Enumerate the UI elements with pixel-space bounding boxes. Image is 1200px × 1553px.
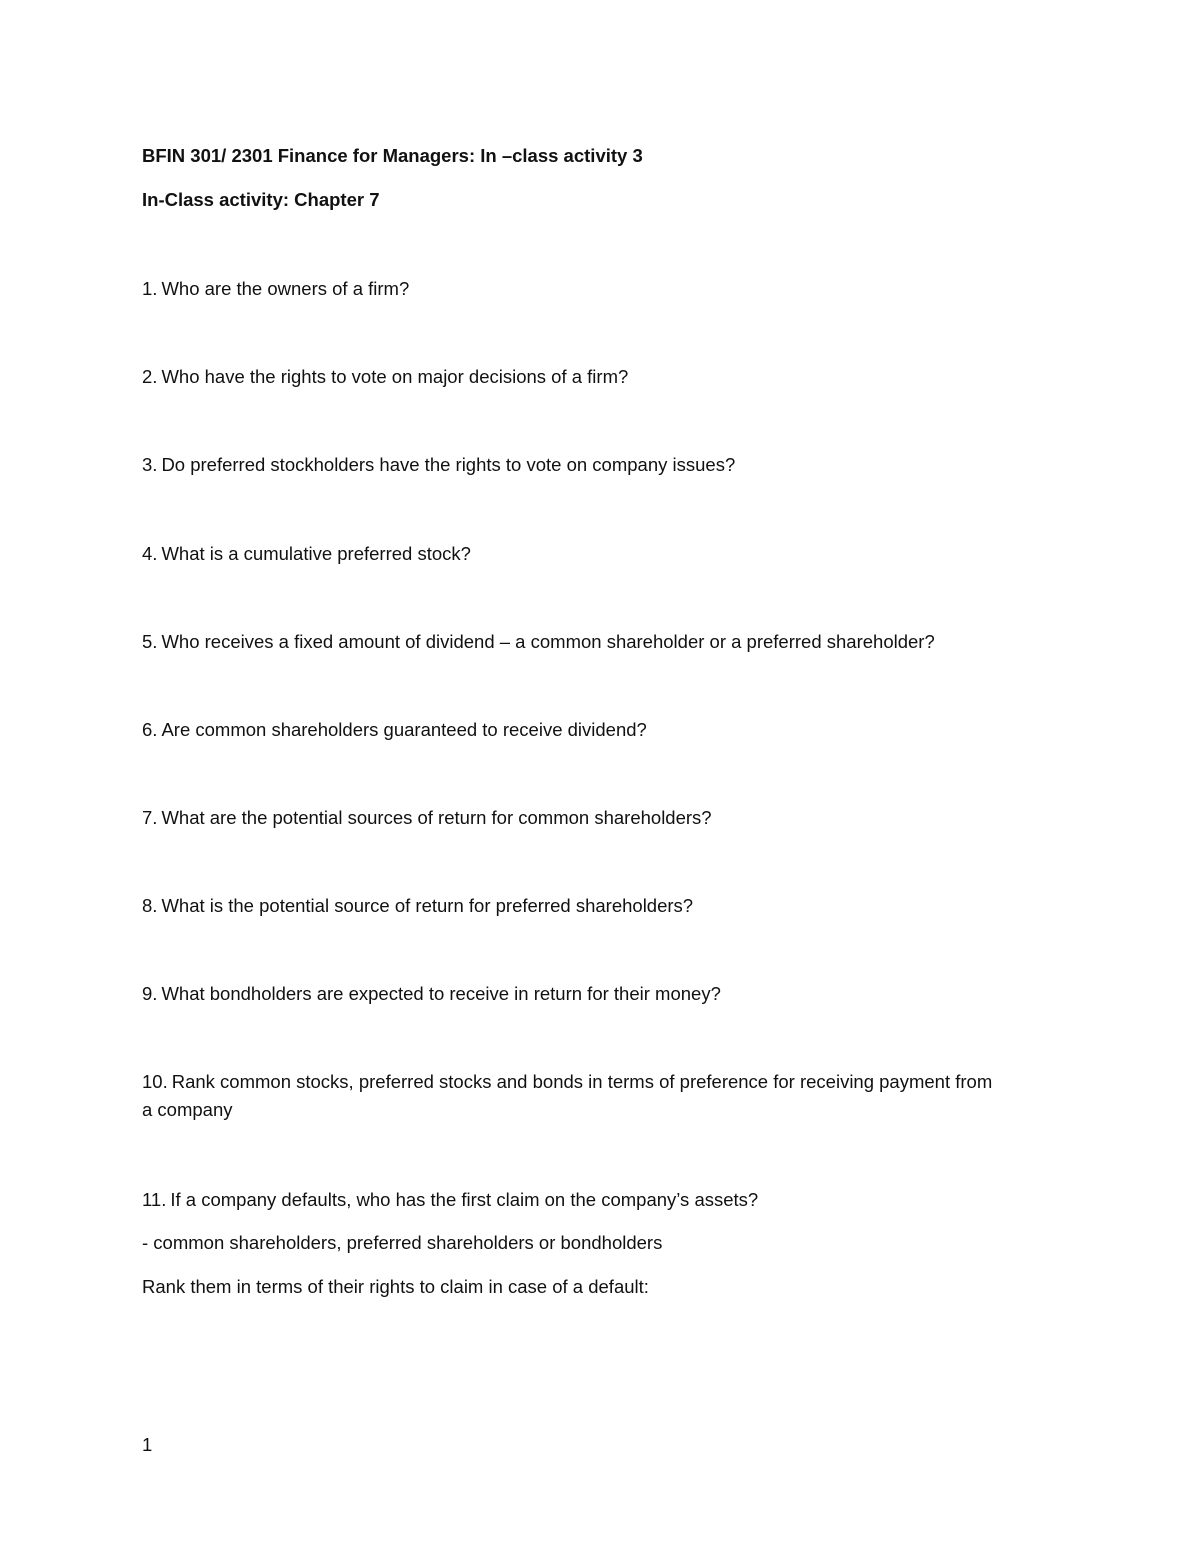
question-text: Do preferred stockholders have the rights to vote on company issues? (161, 454, 736, 475)
page-number: 1 (142, 1434, 153, 1455)
question-text: If a company defaults, who has the first claim on the company’s assets? (170, 1189, 759, 1210)
question-number: 7. (142, 807, 158, 828)
question-text: Who are the owners of a firm? (161, 278, 410, 299)
document-subtitle: In-Class activity: Chapter 7 (142, 189, 380, 210)
question-9 (142, 980, 721, 1008)
question-11-rank-prompt: Rank them in terms of their rights to claim in case of a default: (142, 1276, 649, 1297)
question-6 (142, 716, 647, 744)
question-number: 5. (142, 631, 158, 652)
question-11-options: - common shareholders, preferred shareholders or bondholders (142, 1232, 663, 1253)
question-text: What are the potential sources of return for common shareholders? (161, 807, 712, 828)
question-text: What is a cumulative preferred stock? (161, 543, 471, 564)
question-5 (142, 628, 935, 656)
question-number: 3. (142, 454, 158, 475)
question-text: What is the potential source of return for preferred shareholders? (161, 895, 694, 916)
question-number: 4. (142, 543, 158, 564)
question-number: 11. (142, 1189, 167, 1210)
question-4 (142, 540, 471, 568)
question-text: Are common shareholders guaranteed to receive dividend? (161, 719, 647, 740)
question-number: 6. (142, 719, 158, 740)
question-text: Who receives a fixed amount of dividend – a common shareholder or a preferred shareholder? (161, 631, 935, 652)
question-10-continuation: a company (142, 1099, 233, 1120)
question-7 (142, 804, 712, 832)
document-title: BFIN 301/ 2301 Finance for Managers: In –class activity 3 (142, 145, 643, 166)
question-1 (142, 275, 409, 303)
question-number: 2. (142, 366, 158, 387)
question-10 (142, 1068, 992, 1096)
question-number: 9. (142, 983, 158, 1004)
question-text: Who have the rights to vote on major decisions of a firm? (161, 366, 629, 387)
question-3 (142, 451, 735, 479)
question-11 (142, 1186, 758, 1214)
question-number: 10. (142, 1071, 168, 1092)
question-8 (142, 892, 693, 920)
question-text: Rank common stocks, preferred stocks and bonds in terms of preference for receiving payment from (171, 1071, 993, 1092)
question-number: 1. (142, 278, 158, 299)
question-text: What bondholders are expected to receive in return for their money? (161, 983, 721, 1004)
question-number: 8. (142, 895, 158, 916)
question-2 (142, 363, 628, 391)
